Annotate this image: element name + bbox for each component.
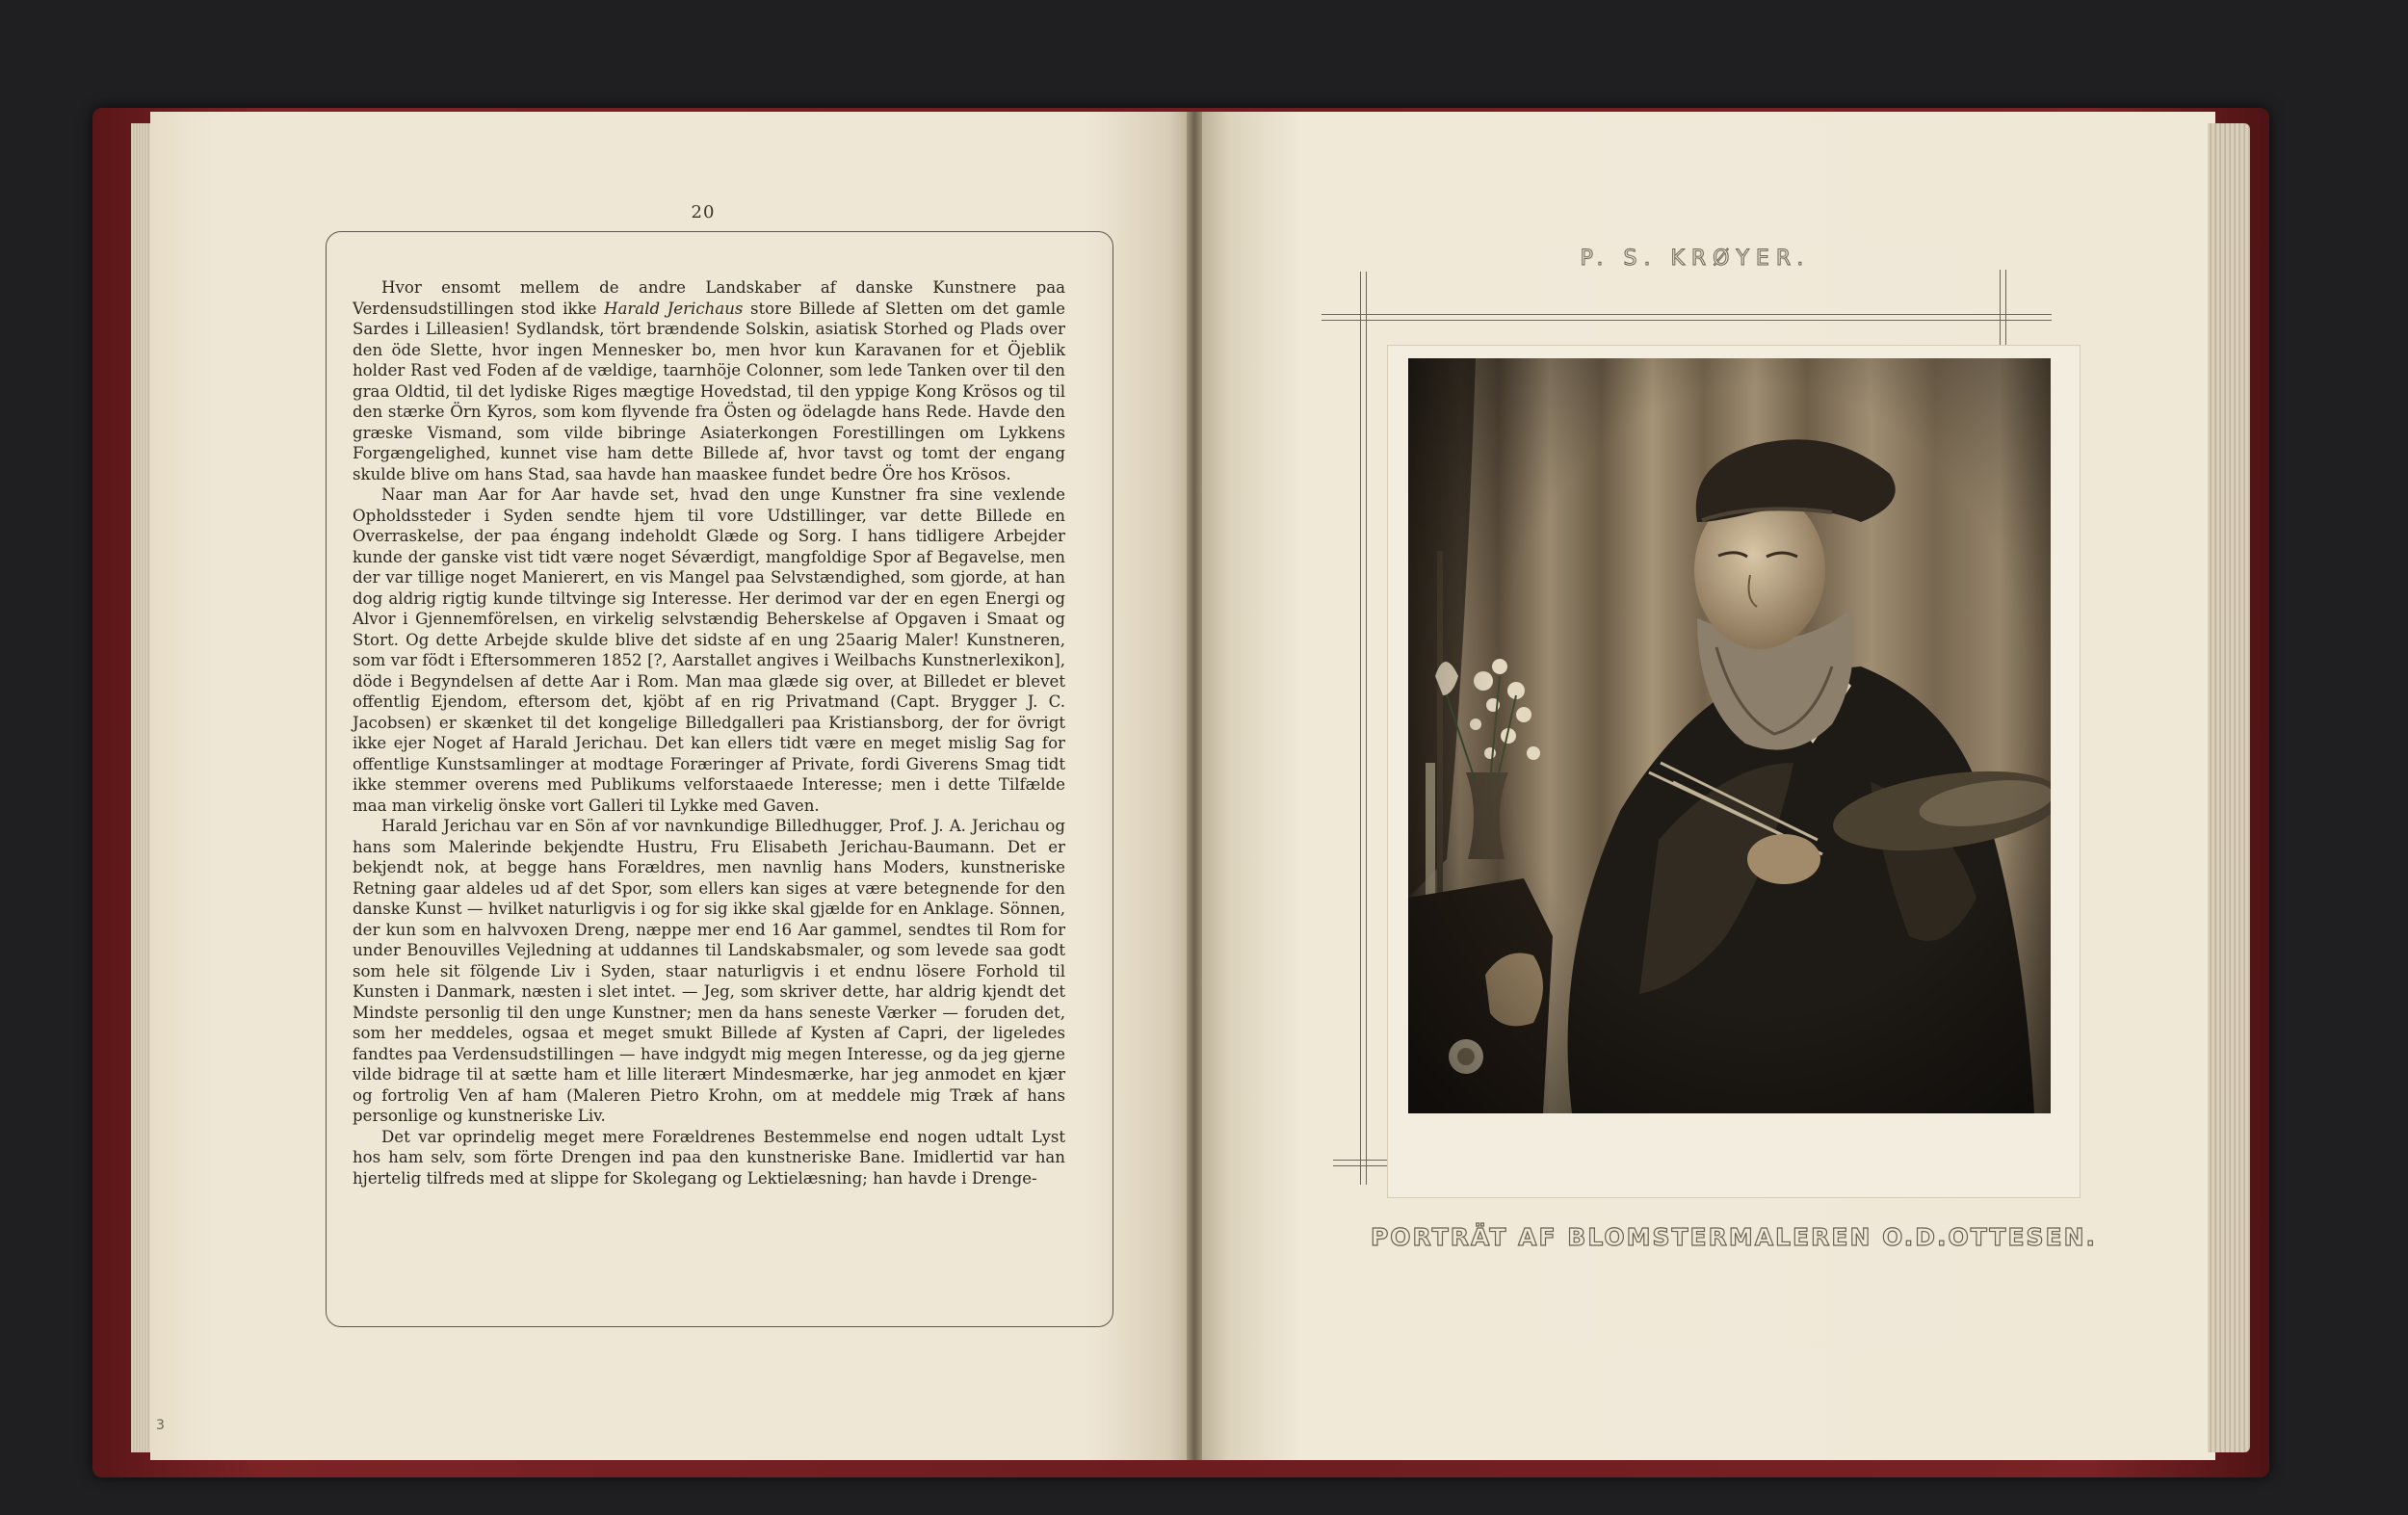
portrait-caption: PORTRÄT AF BLOMSTERMALEREN O.D.OTTESEN. [1370, 1223, 2098, 1251]
paragraph-2: Naar man Aar for Aar havde set, hvad den unge Kunstner fra sine vexlende Opholdssteder i Syden sendte hjem til vore Udstillinger, var dette Billede en Overraskelse, der paa éngang indeholdt Glæde og Sorg. I hans tidligere Arbejder kunde der ganske vist tidt være noget Séværdigt, mangfoldige Spor af Begavelse, men der var tillige noget Manierert, en vis Mangel paa Selvstændighed, som gjorde, at han dog aldrig rigtig kunde tiltvinge sig Interesse. Her derimod var der en egen Energi og Alvor i Gjennemförelsen, en virkelig selvstændig Beherskelse af Opgaven i Smaat og Stort. Og dette Arbejde skulde blive det sidste af en ung 25aarig Maler! Kunstneren, som var födt i Eftersommeren 1852 [?, Aarstallet angives i Weilbachs Kunstnerlexikon], döde i Begyndelsen af dette Aar i Rom. Man maa glæde sig over, at Billedet er blevet offentlig Ejendom, eftersom det, kjöbt af en rig Privatmand (Capt. Brygger J. C. Jacobsen) er skænket til det kongelige Billedgalleri paa Kristiansborg, der for övrigt ikke ejer Noget af Harald Jerichau. Det kan ellers tidt være en meget mislig Sag for offentlige Kunstsamlinger at modtage Foræringer af Private, fordi Giverens Smag tidt ikke stemmer overens med Publikums velforstaaede Interesse; men i dette Tilfælde maa man virkelig önske vort Galleri til Lykke med Gaven. [353, 485, 1065, 815]
book-gutter [1187, 112, 1202, 1460]
portrait-photograph [1408, 358, 2051, 1113]
frame-line-left-inner [1366, 272, 1367, 1185]
right-page-edges [2208, 123, 2250, 1452]
body-text [353, 277, 1065, 1188]
frame-line-top-outer [1322, 314, 2052, 315]
page-number: 20 [691, 202, 716, 222]
portrait-image [1408, 358, 2051, 1113]
paragraph-4: Det var oprindelig meget mere Forældrenes Bestemmelse end nogen udtalt Lyst hos ham selv, som förte Drengen ind paa den kunstneriske Bane. Imidlertid var han hjertelig tilfreds med at slippe for Skolegang og Lektielæsning; han havde i Drenge- [353, 1127, 1065, 1188]
artist-name-italic: Harald Jerichaus [604, 299, 744, 318]
paragraph-1: Hvor ensomt mellem de andre Landskaber af danske Kunstnere paa Verdensudstillingen stod ikke Harald Jerichaus store Billede af Sletten om det gamle Sardes i Lilleasien! Sydlandsk, tört brændende Solskin, asiatisk Storhed og Plads over den öde Slette, hvor ingen Mennesker bo, men hvor kun Karavanen for et Öjeblik holder Rast ved Foden af de vældige, taarnhöje Colonner, som lede Tanken over til den graa Oldtid, til det lydiske Riges mægtige Hovedstad, til den yppige Kong Krösos og til den stærke Örn Kyros, som kom flyvende fra Östen og ödelagde hans Rede. Havde den græske Vismand, som vilde bibringe Asiaterkongen Forestillingen om Lykkens Forgængelighed, kunnet vise ham dette Billede af, hvor tavst og tomt der engang skulde blive om hans Stad, saa havde han maaskee fundet bedre Öre hos Krösos. [353, 278, 1065, 483]
frame-line-left-outer [1360, 272, 1361, 1185]
corner-mark: 3 [156, 1418, 165, 1433]
frame-line-top-inner [1322, 320, 2052, 321]
left-page-edges [131, 123, 152, 1452]
paragraph-3: Harald Jerichau var en Sön af vor navnkundige Billedhugger, Prof. J. A. Jerichau og hans som Malerinde bekjendte Hustru, Fru Elisabeth Jerichau-Baumann. Det er bekjendt nok, at begge hans Forældres, men navnlig hans Moders, kunstneriske Retning gaar aldeles ud af det Spor, som ellers kan siges at være betegnende for den danske Kunst — hvilket naturligvis i og for sig ikke skal gjælde for en Anklage. Sönnen, der kun som en halvvoxen Dreng, næppe mer end 16 Aar gammel, sendtes til Rom for under Benouvilles Vejledning at uddannes til Landskabsmaler, og som levede saa godt som hele sit fölgende Liv i Syden, staar naturligvis i et endnu lösere Forhold til Kunsten i Danmark, næsten i slet intet. — Jeg, som skriver dette, har aldrig kjendt det Mindste personlig til den unge Kunstner; men da hans seneste Værker — foruden det, som her meddeles, ogsaa et meget smukt Billede af Kysten af Capri, der ligeledes fandtes paa Verdensudstillingen — have indgydt mig megen Interesse, og da jeg gjerne vilde bidrage til at sætte ham et lille literært Mindesmærke, har jeg anmodet en kjær og fortrolig Ven af ham (Maleren Pietro Krohn, om at meddele mig Træk af hans personlige og kunstneriske Liv. [353, 817, 1065, 1125]
artist-name: P. S. KRØYER. [1580, 247, 1811, 271]
